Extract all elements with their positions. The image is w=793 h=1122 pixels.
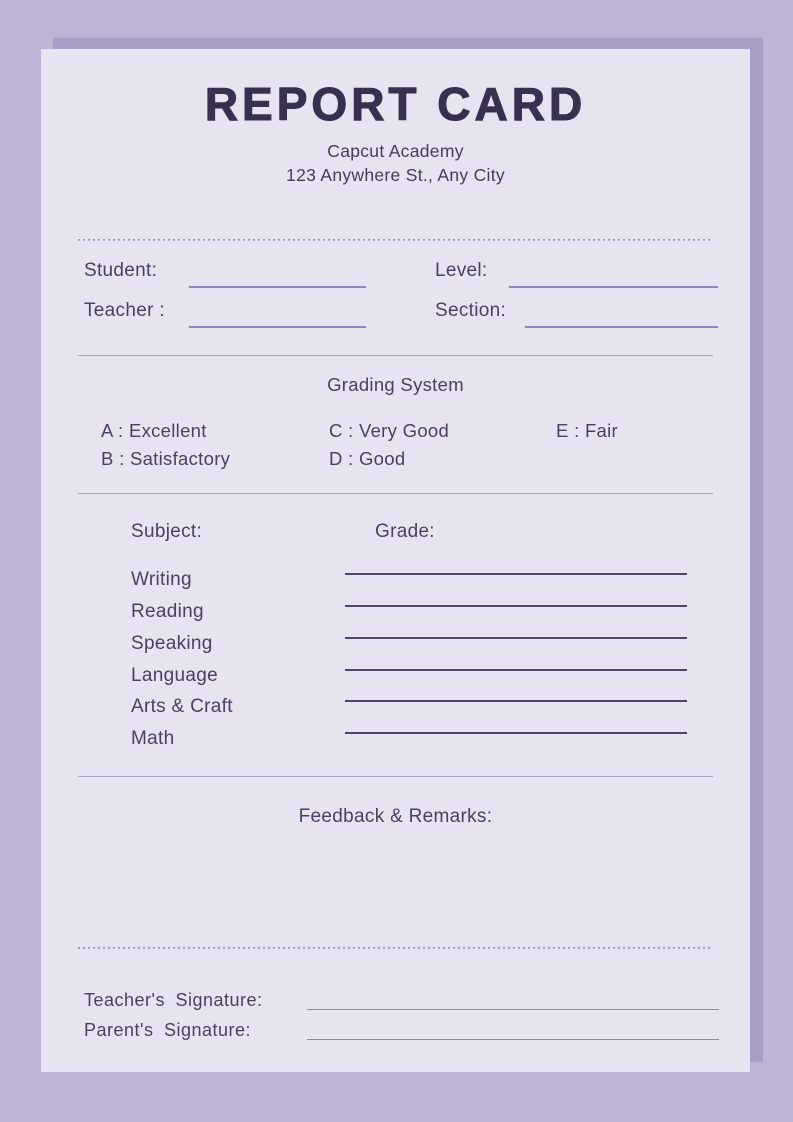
grading-entry-a: A : Excellent xyxy=(101,420,207,441)
section-label: Section: xyxy=(435,300,507,321)
grade-line-speaking[interactable] xyxy=(345,637,687,639)
subject-row xyxy=(41,695,750,727)
grading-entry-d: D : Good xyxy=(329,447,406,469)
grading-entry-c: C : Very Good xyxy=(329,420,450,441)
feedback-content-area[interactable] xyxy=(78,839,713,939)
divider-header xyxy=(78,239,713,241)
grading-entry-e: E : Fair xyxy=(556,420,619,441)
divider-feedback xyxy=(78,947,713,949)
student-field-line[interactable] xyxy=(189,286,366,288)
grade-line-arts-craft[interactable] xyxy=(345,700,687,702)
grade-line-reading[interactable] xyxy=(345,605,687,607)
feedback-remarks-title: Feedback & Remarks: xyxy=(298,806,493,827)
subject-label-arts-craft: Arts & Craft xyxy=(131,696,233,717)
grading-column-1 xyxy=(101,417,230,472)
school-address: 123 Anywhere St., Any City xyxy=(286,165,505,185)
teacher-label: Teacher : xyxy=(84,300,165,321)
subject-label-math: Math xyxy=(131,728,175,749)
subject-row xyxy=(41,727,750,759)
section-field-line[interactable] xyxy=(525,326,718,328)
parent-signature-label: Parent's Signature: xyxy=(84,1020,252,1040)
grade-column-header: Grade: xyxy=(375,521,435,542)
subject-row xyxy=(41,600,750,632)
divider-student-info xyxy=(78,355,713,357)
divider-grading xyxy=(78,493,713,495)
parent-signature-line[interactable] xyxy=(307,1039,719,1040)
subject-label-writing: Writing xyxy=(131,569,192,590)
grading-system-title: Grading System xyxy=(327,374,464,395)
subject-label-reading: Reading xyxy=(131,601,204,622)
grade-line-writing[interactable] xyxy=(345,573,687,575)
subject-column-header: Subject: xyxy=(131,521,203,542)
grade-line-language[interactable] xyxy=(345,669,687,671)
teacher-signature-label: Teacher's Signature: xyxy=(84,990,263,1010)
teacher-field-line[interactable] xyxy=(189,326,366,328)
grading-column-2 xyxy=(329,417,449,472)
level-field-line[interactable] xyxy=(509,286,718,288)
subject-row xyxy=(41,664,750,696)
report-card xyxy=(41,49,750,1072)
student-label: Student: xyxy=(84,260,158,281)
subject-row xyxy=(41,632,750,664)
subject-label-speaking: Speaking xyxy=(131,633,213,654)
subject-label-language: Language xyxy=(131,665,218,686)
subject-row xyxy=(41,568,750,600)
school-info xyxy=(41,139,750,187)
grading-entry-b: B : Satisfactory xyxy=(101,447,231,469)
grading-column-3 xyxy=(556,417,618,445)
school-name: Capcut Academy xyxy=(327,141,464,161)
level-label: Level: xyxy=(435,260,488,281)
teacher-signature-line[interactable] xyxy=(307,1009,719,1010)
grade-line-math[interactable] xyxy=(345,732,687,734)
divider-subjects xyxy=(78,776,713,778)
report-title: REPORT CARD xyxy=(204,78,587,130)
